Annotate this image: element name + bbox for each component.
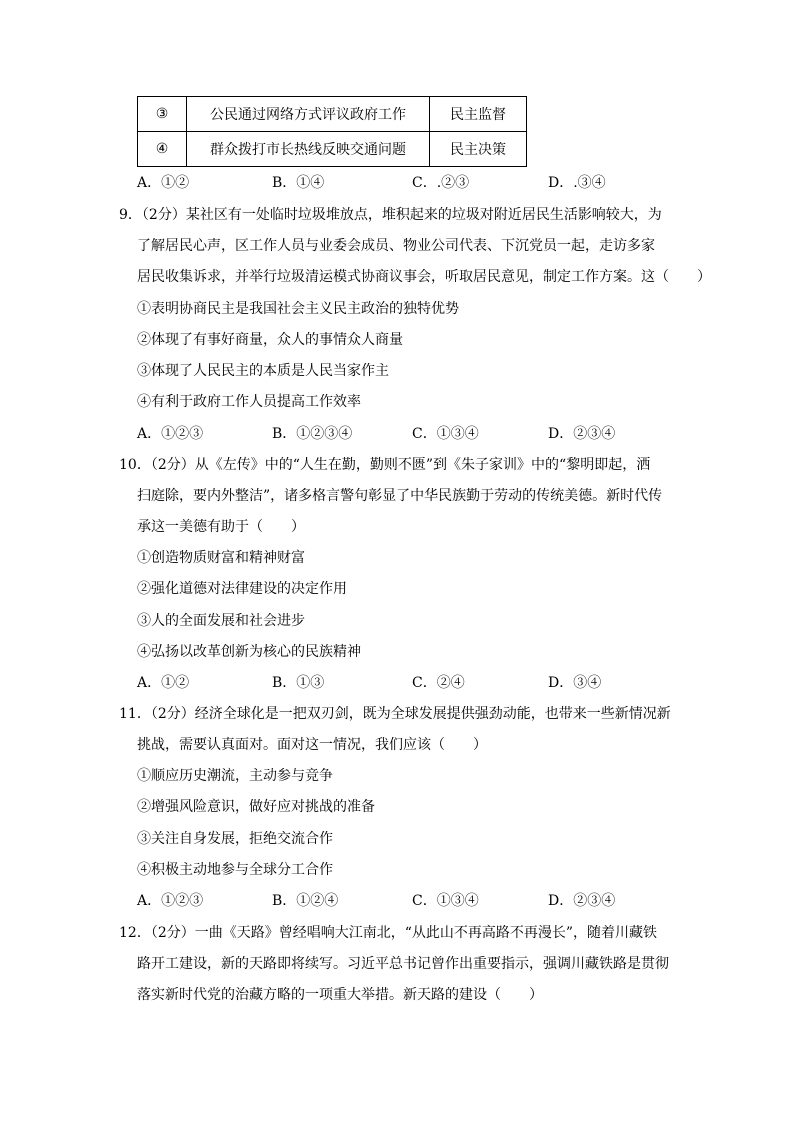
statement-item: ④积极主动地参与全球分工合作 bbox=[137, 862, 333, 878]
table-cell-type: 民主决策 bbox=[430, 132, 527, 167]
option-b[interactable]: B．①③ bbox=[272, 675, 325, 691]
statement-item: ②体现了有事好商量，众人的事情众人商量 bbox=[137, 332, 403, 348]
option-a[interactable]: A．①②③ bbox=[137, 426, 204, 442]
table-cell-number: ④ bbox=[138, 132, 187, 167]
option-a[interactable]: A．①②③ bbox=[137, 893, 204, 909]
statement-item: ②强化道德对法律建设的决定作用 bbox=[137, 581, 347, 597]
statement-item: ③体现了人民民主的本质是人民当家作主 bbox=[137, 363, 389, 379]
option-a[interactable]: A．①② bbox=[137, 175, 190, 191]
table-cell-type: 民主监督 bbox=[430, 97, 527, 132]
statement-item: ②增强风险意识，做好应对挑战的准备 bbox=[137, 799, 375, 815]
option-b[interactable]: B．①④ bbox=[272, 175, 325, 191]
question-stem-line: 10．（2分）从《左传》中的“人生在勤，勤则不匮”到《朱子家训》中的“黎明即起，洒 bbox=[119, 457, 651, 473]
question-stem-line: 落实新时代党的治藏方略的一项重大举措。新天路的建设（ ） bbox=[137, 987, 543, 1003]
statement-item: ④弘扬以改革创新为核心的民族精神 bbox=[137, 644, 361, 660]
statement-item: ③人的全面发展和社会进步 bbox=[137, 613, 305, 629]
question-stem-line: 扫庭除，要内外整洁”，诸多格言警句彰显了中华民族勤于劳动的传统美德。新时代传 bbox=[137, 488, 663, 504]
option-d[interactable]: D．②③④ bbox=[548, 893, 616, 909]
option-c[interactable]: C．②④ bbox=[412, 675, 465, 691]
statement-item: ①顺应历史潮流，主动参与竞争 bbox=[137, 768, 333, 784]
option-d[interactable]: D．.③④ bbox=[548, 175, 606, 191]
question-stem-line: 9．（2分）某社区有一处临时垃圾堆放点，堆积起来的垃圾对附近居民生活影响较大，为 bbox=[119, 207, 662, 223]
option-c[interactable]: C．.②③ bbox=[412, 175, 470, 191]
option-c[interactable]: C．①③④ bbox=[412, 893, 479, 909]
statement-item: ①创造物质财富和精神财富 bbox=[137, 550, 305, 566]
question-stem-line: 11．（2分）经济全球化是一把双刃剑，既为全球发展提供强劲动能，也带来一些新情况新 bbox=[119, 706, 671, 722]
option-c[interactable]: C．①③④ bbox=[412, 426, 479, 442]
table-row bbox=[138, 132, 527, 167]
option-b[interactable]: B．①②④ bbox=[272, 893, 339, 909]
options-table bbox=[137, 96, 527, 167]
question-stem-line: 12．（2分）一曲《天路》曾经唱响大江南北，“从此山不再高路不再漫长”，随着川藏铁 bbox=[119, 925, 658, 941]
question-stem-line: 居民收集诉求，并举行垃圾清运模式协商议事会，听取居民意见，制定工作方案。这（ ） bbox=[137, 269, 711, 285]
table-cell-number: ③ bbox=[138, 97, 187, 132]
table-cell-content: 公民通过网络方式评议政府工作 bbox=[187, 97, 430, 132]
question-stem-line: 了解居民心声，区工作人员与业委会成员、物业公司代表、下沉党员一起，走访多家 bbox=[137, 238, 655, 254]
option-d[interactable]: D．③④ bbox=[548, 675, 602, 691]
option-d[interactable]: D．②③④ bbox=[548, 426, 616, 442]
question-stem-line: 挑战，需要认真面对。面对这一情况，我们应该（ ） bbox=[137, 737, 487, 753]
statement-item: ③关注自身发展，拒绝交流合作 bbox=[137, 831, 333, 847]
question-stem-line: 承这一美德有助于（ ） bbox=[137, 519, 305, 535]
table-row bbox=[138, 97, 527, 132]
table-cell-content: 群众拨打市长热线反映交通问题 bbox=[187, 132, 430, 167]
option-a[interactable]: A．①② bbox=[137, 675, 190, 691]
question-stem-line: 路开工建设，新的天路即将续写。习近平总书记曾作出重要指示，强调川藏铁路是贯彻 bbox=[137, 956, 669, 972]
statement-item: ④有利于政府工作人员提高工作效率 bbox=[137, 394, 361, 410]
option-b[interactable]: B．①②③④ bbox=[272, 426, 353, 442]
statement-item: ①表明协商民主是我国社会主义民主政治的独特优势 bbox=[137, 301, 459, 317]
